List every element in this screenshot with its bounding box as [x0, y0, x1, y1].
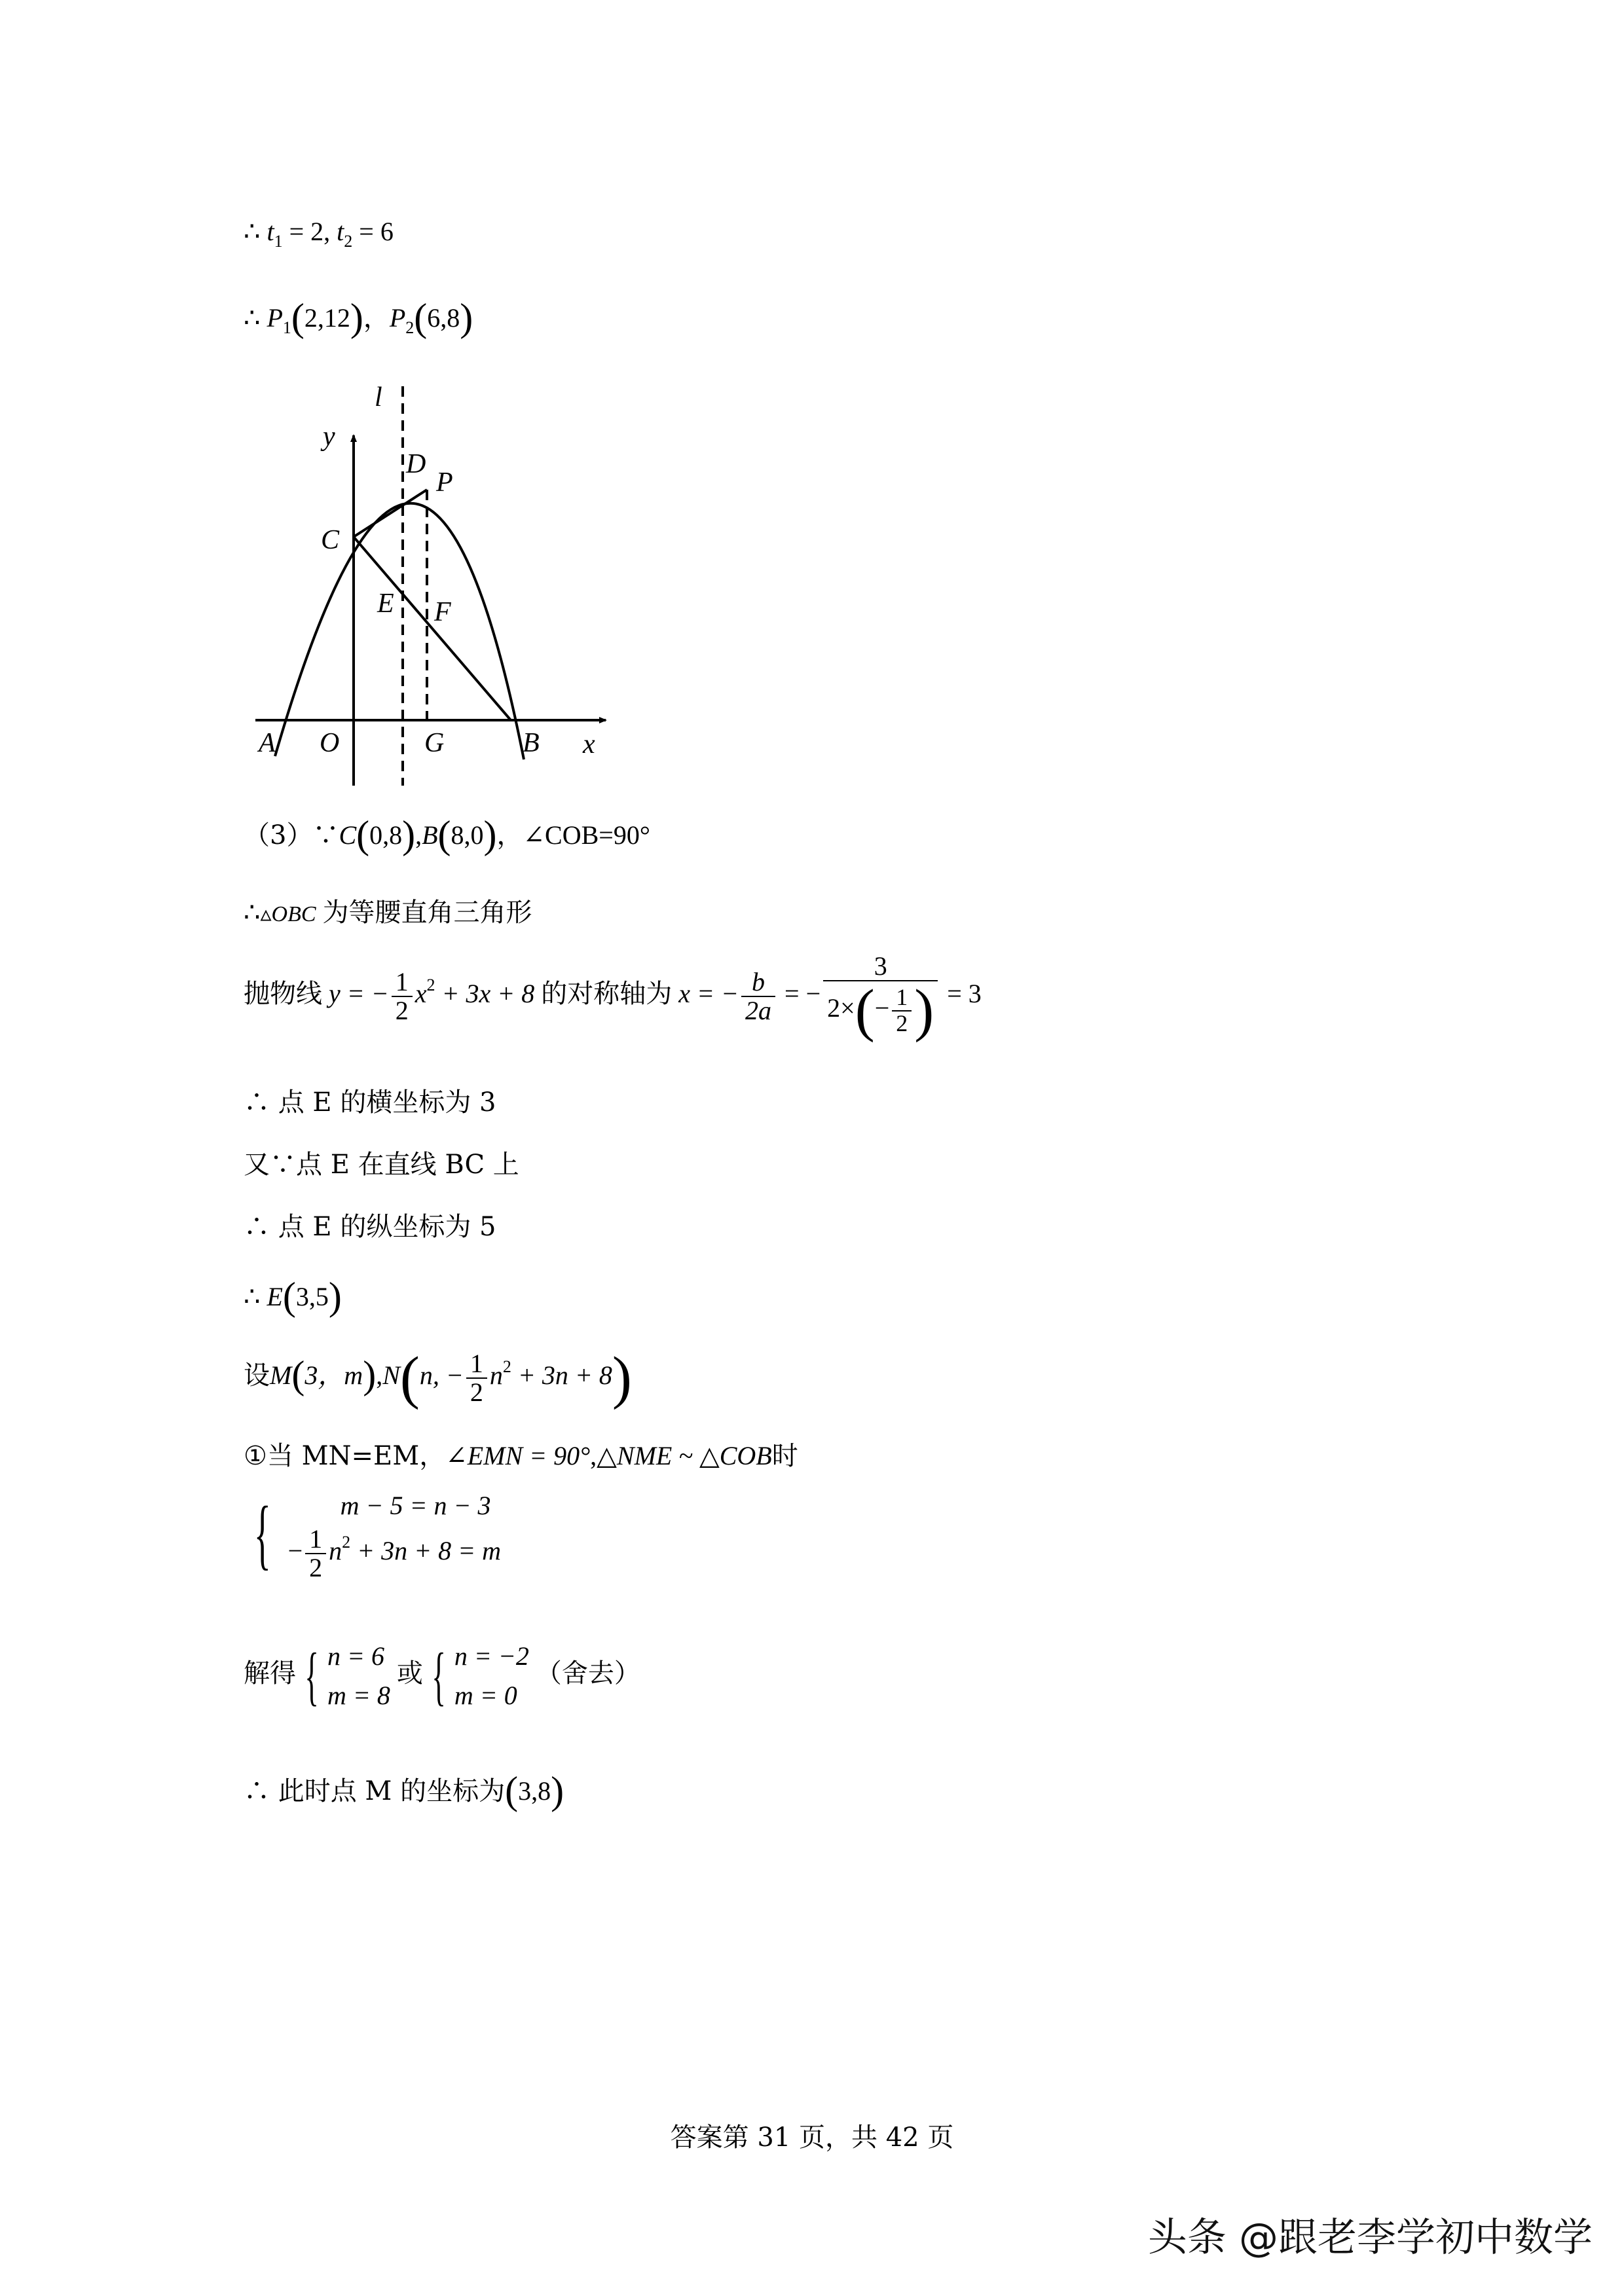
- var-t1: t: [267, 217, 274, 246]
- line-case-1: ①当 MN=EM，∠EMN = 90°,△NME ~ △COB时: [244, 1441, 798, 1471]
- line-m-coordinates: ∴ 此时点 M 的坐标为(3,8): [244, 1769, 564, 1812]
- line-set-m-n: 设M(3，m),N(n, − $\frac{1}{2}$ $n^2 + 3n + 8$): [244, 1345, 632, 1410]
- parabola-figure: [249, 373, 616, 792]
- line-symmetry-axis: 抛物线 y = − $\frac{1}{2}$ $x^2 + 3x + 8$ 的对称轴为 x = − $\frac{b}{2a}$ = − 3 2×(− $\frac{1}{2}$ ) = 3: [244, 951, 982, 1043]
- segment-cb: [354, 537, 511, 720]
- equation-system: m − 5 = n − 3 − $\frac{1}{2}$ $n^2 + 3n + 8 = m$: [287, 1491, 502, 1582]
- line-e-point: ∴ E(3,5): [244, 1275, 342, 1318]
- label-c: C: [321, 525, 340, 555]
- line-e-abscissa: ∴ 点 E 的横坐标为 3: [244, 1087, 496, 1118]
- watermark: 头条 @跟老李学初中数学: [1147, 2215, 1593, 2261]
- page-footer: 答案第 31 页，共 42 页: [670, 2123, 954, 2153]
- line-given-c-b: （3）∵C(0,8),B(8,0)，∠COB=90°: [244, 813, 650, 856]
- label-f: F: [434, 597, 451, 627]
- label-o: O: [320, 728, 340, 758]
- label-e: E: [377, 589, 394, 619]
- segment-cp: [354, 490, 427, 537]
- label-b: B: [523, 728, 540, 758]
- label-y: y: [323, 422, 335, 452]
- line-triangle-obc: ∴▵OBC 为等腰直角三角形: [244, 898, 532, 928]
- line-p-points: ∴ $P_1(2,12)$，$P_2(6,8)$: [244, 296, 473, 339]
- label-d: D: [406, 449, 426, 479]
- var-t2: t: [337, 217, 344, 246]
- label-p: P: [436, 467, 453, 498]
- line-e-on-bc: 又∵点 E 在直线 BC 上: [244, 1150, 519, 1180]
- line-solutions: 解得 { n = 6 m = 8 或 { n = −2 m = 0 （舍去）: [244, 1639, 640, 1712]
- line-equation-system: { m − 5 = n − 3 − $\frac{1}{2}$ $n^2 + 3n + 8 = m$: [244, 1486, 501, 1582]
- line-e-ordinate: ∴ 点 E 的纵坐标为 5: [244, 1212, 496, 1242]
- line-t-values: ∴ $t_1 = 2$, $t_2 = 6$: [244, 217, 394, 251]
- label-g: G: [424, 728, 445, 758]
- label-a: A: [259, 728, 276, 758]
- label-x: x: [583, 729, 595, 759]
- label-l: l: [375, 382, 382, 412]
